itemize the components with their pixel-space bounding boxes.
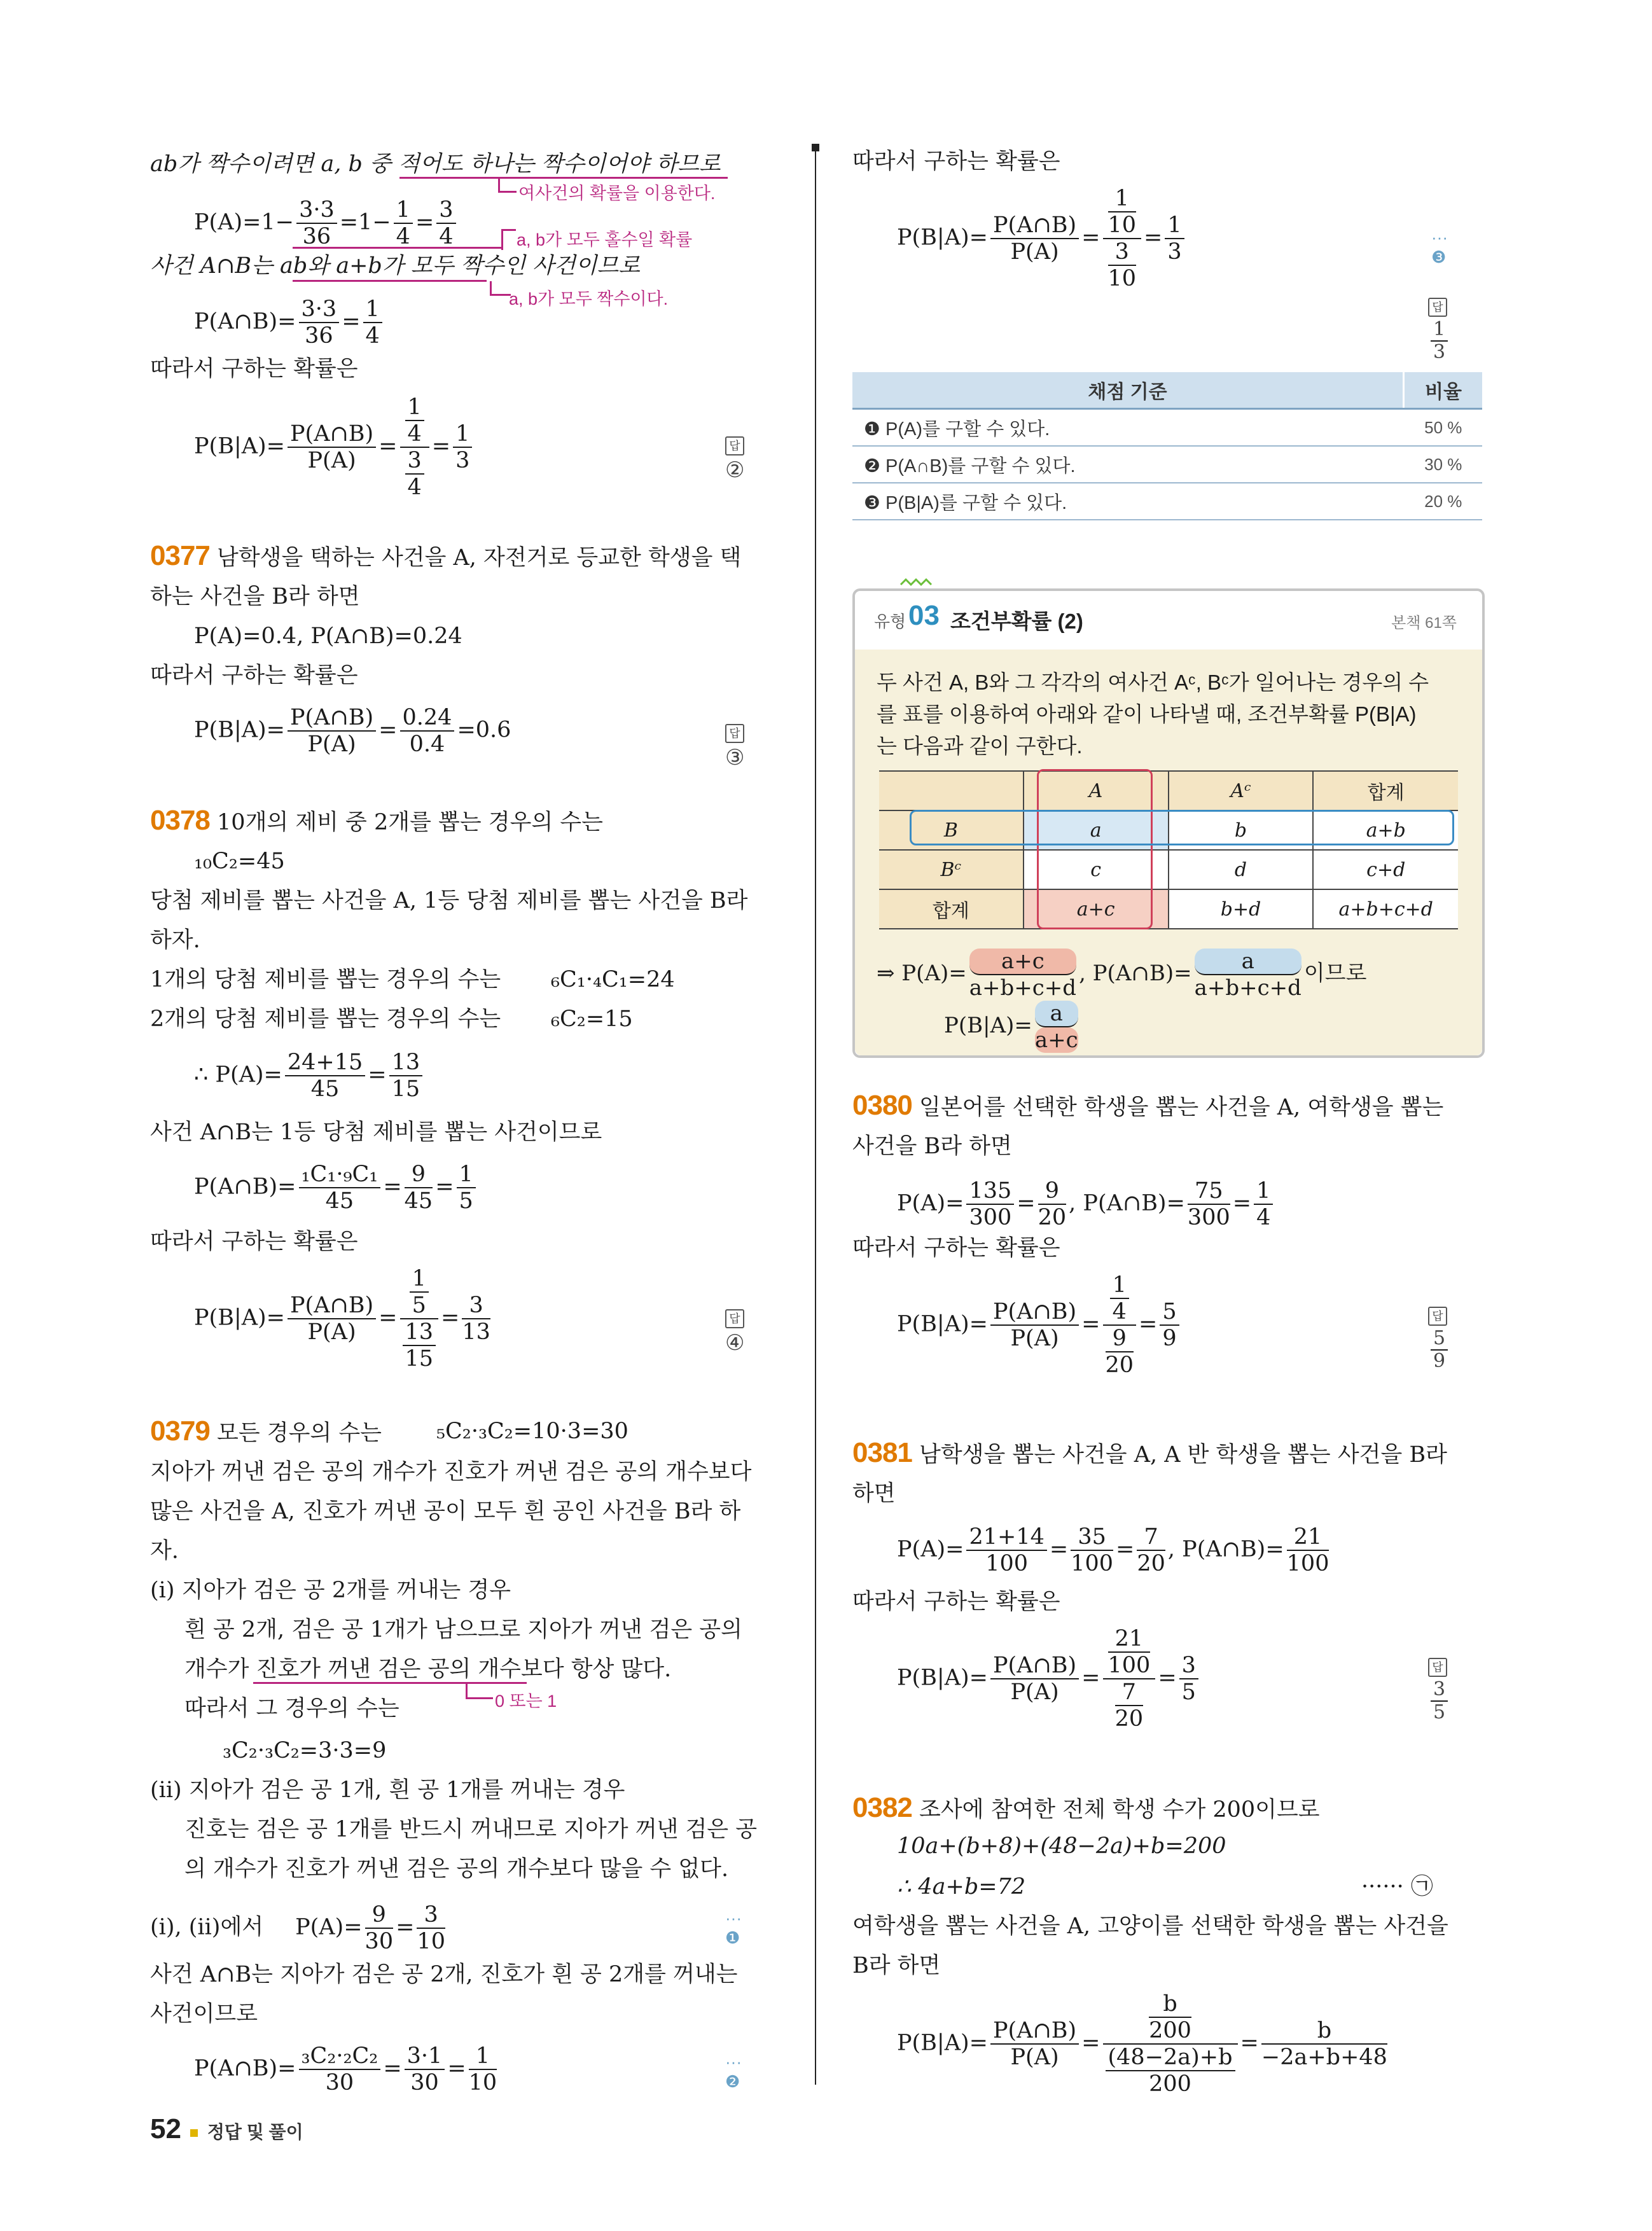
fraction: $\frac{3\cdot 1}{30}$ — [405, 2043, 445, 2095]
step-marker-1: ··· ❶ — [725, 1908, 742, 1947]
complex-fraction: $\frac{\frac{1}{10}}{\frac{3}{10}}$ — [1103, 186, 1142, 291]
line: 는 다음과 같이 구한다. — [877, 734, 1083, 758]
fraction: $\frac{3\cdot 3}{36}$ — [296, 197, 337, 249]
eq-text: = — [342, 309, 361, 335]
column-divider — [815, 148, 816, 2085]
underline — [399, 177, 728, 179]
problem-0382: 0382 조사에 참여한 전체 학생 수가 200이므로 — [852, 1792, 1320, 1823]
equation-line: P(B|A)= $\frac{P(A\cap B)}{P(A)}$ = $\frac{\frac{b}{200}}{\frac{(48-2a)+b}{200}}$ = $\frac{b}{-2a+b+48}$ — [897, 1991, 1387, 2097]
fraction: $\frac{P(A\cap B)}{P(A)}$ — [288, 421, 376, 473]
equation-line: P(A)= $\frac{135}{300}$ = $\frac{9}{20}$ , P(A∩B)= $\frac{75}{300}$ = $\frac{1}{4}$ — [897, 1178, 1275, 1230]
underline — [293, 247, 503, 249]
page-footer — [150, 2113, 303, 2145]
fraction: $\frac{P(A\cap B)}{P(A)}$ — [990, 2018, 1079, 2070]
table-row: 합계 a+c b+d a+b+c+d — [879, 889, 1458, 929]
page-number: 52 — [150, 2113, 181, 2144]
formula-line: ⇒ P(A)= $\frac{a+c}{a+b+c+d}$ , P(A∩B)= $\frac{a}{a+b+c+d}$ 이므로 — [877, 949, 1367, 1001]
underline — [293, 280, 487, 282]
eq-text: = — [431, 433, 451, 459]
concept-box — [852, 588, 1485, 1058]
fraction: $\frac{3\cdot 3}{36}$ — [299, 296, 340, 349]
equation-line: P(A)= $\frac{21+14}{100}$ = $\frac{35}{100}$ = $\frac{7}{20}$ , P(A∩B)= $\frac{21}{100}$ — [897, 1524, 1329, 1576]
answer-mark: 답 $\frac{3}{5}$ — [1428, 1654, 1454, 1723]
highlight-row — [910, 810, 1454, 845]
equation-line: P(B|A)= $\frac{P(A\cap B)}{P(A)}$ = $\frac{\frac{1}{5}}{\frac{13}{15}}$ = $\frac{3}{13}$ — [194, 1266, 490, 1372]
fraction: $\frac{P(A\cap B)}{P(A)}$ — [990, 212, 1079, 265]
line: 사건이므로 — [150, 2001, 258, 2027]
equation-line: P(B|A)= $\frac{P(A\cap B)}{P(A)}$ = $\frac{\frac{1}{10}}{\frac{3}{10}}$ = $\frac{1}{3}$ — [897, 186, 1187, 291]
fraction: $\frac{P(A\cap B)}{P(A)}$ — [990, 1653, 1079, 1705]
fraction: $\frac{1}{4}$ — [394, 197, 413, 249]
equation-line: ₁₀C₂=45 — [194, 849, 285, 874]
line: 개수가 진호가 꺼낸 검은 공의 개수보다 항상 많다. — [184, 1657, 672, 1682]
equation-line — [194, 394, 475, 500]
line: 두 사건 A, B와 그 각각의 여사건 Aᶜ, Bᶜ가 일어나는 경우의 수 — [877, 671, 1429, 694]
fraction: $\frac{1}{4}$ — [363, 296, 382, 349]
problem-0378: 0378 10개의 제비 중 2개를 뽑는 경우의 수는 — [150, 805, 603, 836]
fraction: $\frac{1}{3}$ — [453, 421, 472, 473]
concept-header — [855, 591, 1482, 648]
line: B라 하면 — [852, 1953, 941, 1978]
line: 사건 A∩B는 ab와 a+b가 모두 짝수인 사건이므로 — [150, 253, 641, 279]
table-row: A Aᶜ 합계 — [879, 771, 1458, 810]
fraction: $\frac{\text{₁C₁·₉C₁}}{45}$ — [299, 1162, 381, 1214]
fraction: $\frac{P(A\cap B)}{P(A)}$ — [288, 1293, 376, 1345]
line: 많은 사건을 A, 진호가 꺼낸 공이 모두 흰 공인 사건을 B라 하 — [150, 1499, 741, 1524]
eq-text: P(A∩B)= — [194, 309, 296, 335]
fraction: $\frac{3}{13}$ — [462, 1293, 490, 1345]
fraction: $\frac{1}{3}$ — [1165, 212, 1184, 265]
equation-line: P(A∩B)= $\frac{\text{₃C₂·₂C₂}}{30}$ = $\frac{3\cdot 1}{30}$ = $\frac{1}{10}$ — [194, 2043, 497, 2095]
grade-header-criteria: 채점 기준 — [852, 372, 1404, 409]
fraction: $\frac{3}{10}$ — [417, 1902, 445, 1954]
fraction: $\frac{1}{4}$ — [1254, 1178, 1273, 1230]
grade-header-ratio: 비율 — [1404, 372, 1483, 409]
answer-mark: 답 $\frac{1}{3}$ — [1428, 294, 1454, 363]
annotation-pointer — [466, 1683, 493, 1699]
equation-tag: ······ ㉠ — [1361, 1874, 1433, 1900]
wave-decoration — [899, 577, 938, 590]
step-marker-2: ··· ❷ — [725, 2052, 742, 2091]
line: ab가 짝수이려면 a, b 중 적어도 하나는 짝수이어야 하므로 — [150, 151, 721, 177]
annotation-pointer — [498, 178, 517, 193]
fraction: $\frac{b}{-2a+b+48}$ — [1261, 2018, 1387, 2070]
problem-number: 0382 — [852, 1792, 912, 1823]
complex-fraction: $\frac{\frac{1}{4}}{\frac{9}{20}}$ — [1103, 1272, 1137, 1378]
formula-line: P(B|A)= $\frac{a}{a+c}$ — [944, 1001, 1078, 1053]
fraction: $\frac{a}{a+c}$ — [1034, 1001, 1078, 1053]
fraction: $\frac{P(A\cap B)}{P(A)}$ — [288, 705, 376, 757]
line: 1개의 당첨 제비를 뽑는 경우의 수는 ₆C₁·₄C₁=24 — [150, 967, 675, 992]
annotation-pointer — [490, 281, 511, 296]
type-reference: 본책 61쪽 — [1391, 615, 1457, 632]
line: 여학생을 뽑는 사건을 A, 고양이를 선택한 학생을 뽑는 사건을 — [852, 1914, 1448, 1939]
equation-line: P(B|A)= $\frac{P(A\cap B)}{P(A)}$ = $\frac{\frac{21}{100}}{\frac{7}{20}}$ = $\frac{3}{5}$ — [897, 1626, 1201, 1732]
annotation: a, b가 모두 짝수이다. — [509, 289, 669, 309]
fraction: $\frac{a+c}{a+b+c+d}$ — [969, 949, 1077, 1001]
fraction: $\frac{\text{₃C₂·₂C₂}}{30}$ — [299, 2043, 381, 2095]
equation-line: 10a+(b+8)+(48−2a)+b=200 — [897, 1833, 1226, 1859]
problem-number: 0377 — [150, 540, 210, 571]
equation-line: P(B|A)= $\frac{P(A\cap B)}{P(A)}$ = $\frac{\frac{1}{4}}{\frac{9}{20}}$ = $\frac{5}{9}$ — [897, 1272, 1182, 1378]
line: 자. — [150, 1538, 179, 1564]
fraction: $\frac{9}{30}$ — [364, 1902, 394, 1954]
concept-body — [855, 650, 1482, 1055]
eq-text: = — [415, 209, 434, 235]
eq-text: =1− — [339, 209, 391, 235]
fraction: $\frac{24+15}{45}$ — [285, 1050, 365, 1102]
contingency-table — [879, 770, 1458, 929]
fraction: $\frac{13}{15}$ — [389, 1050, 423, 1102]
line: 따라서 구하는 확률은 — [150, 356, 358, 382]
fraction: $\frac{135}{300}$ — [966, 1178, 1014, 1230]
equation-line: ₃C₂·₃C₂=3·3=9 — [223, 1738, 387, 1763]
step-marker-3: ··· ❸ — [1431, 228, 1448, 267]
fraction: $\frac{5}{9}$ — [1160, 1299, 1179, 1351]
problem-0377: 0377 남학생을 택하는 사건을 A, 자전거로 등교한 학생을 택 — [150, 540, 742, 571]
complex-fraction: $\frac{\frac{1}{5}}{\frac{13}{15}}$ — [400, 1266, 439, 1372]
line: 따라서 구하는 확률은 — [852, 1235, 1060, 1261]
equation-line: P(A∩B)= $\frac{\text{₁C₁·₉C₁}}{45}$ = $\frac{9}{45}$ = $\frac{1}{5}$ — [194, 1162, 478, 1214]
footer-label: 정답 및 풀이 — [207, 2122, 303, 2142]
type-label: 유형 — [874, 612, 906, 631]
answer-mark: 답③ — [725, 720, 751, 770]
problem-number: 0378 — [150, 805, 210, 836]
answer-mark: 답 $\frac{5}{9}$ — [1428, 1303, 1454, 1372]
line: 지아가 꺼낸 검은 공의 개수가 진호가 꺼낸 검은 공의 개수보다 — [150, 1459, 752, 1485]
highlight-column — [1037, 769, 1153, 929]
annotation: 0 또는 1 — [495, 1692, 557, 1711]
fraction: $\frac{75}{300}$ — [1187, 1178, 1230, 1230]
problem-0379: 0379 모든 경우의 수는 ₅C₂·₃C₂=10·3=30 — [150, 1415, 628, 1447]
equation-line: ∴ 4a+b=72 — [897, 1874, 1026, 1900]
fraction: $\frac{P(A\cap B)}{P(A)}$ — [990, 1299, 1079, 1351]
grading-table — [852, 372, 1482, 520]
line: 따라서 구하는 확률은 — [852, 1589, 1060, 1615]
eq-text: P(B|A)= — [194, 433, 285, 459]
fraction: $\frac{3}{5}$ — [1179, 1653, 1198, 1705]
fraction: $\frac{21+14}{100}$ — [966, 1524, 1046, 1576]
annotation-pointer — [501, 229, 516, 250]
fraction: $\frac{1}{10}$ — [468, 2043, 497, 2095]
line: 당첨 제비를 뽑는 사건을 A, 1등 당첨 제비를 뽑는 사건을 B라 — [150, 888, 748, 914]
fraction: $\frac{1}{5}$ — [457, 1162, 476, 1214]
fraction: $\frac{a}{a+b+c+d}$ — [1194, 949, 1301, 1001]
line: 의 개수가 진호가 꺼낸 검은 공의 개수보다 많을 수 없다. — [184, 1856, 729, 1882]
line: (ii) 지아가 검은 공 1개, 흰 공 1개를 꺼내는 경우 — [150, 1777, 625, 1803]
table-row: ❶ P(A)를 구할 수 있다. 50 % — [852, 409, 1482, 447]
line: 하면 — [852, 1481, 896, 1506]
fraction: $\frac{35}{100}$ — [1071, 1524, 1114, 1576]
line: 흰 공 2개, 검은 공 1개가 남으므로 지아가 꺼낸 검은 공의 — [184, 1617, 742, 1643]
problem-0380: 0380 일본어를 선택한 학생을 뽑는 사건을 A, 여학생을 뽑는 — [852, 1090, 1444, 1121]
line: (i) 지아가 검은 공 2개를 꺼내는 경우 — [150, 1578, 511, 1603]
table-row: Bᶜ c d c+d — [879, 850, 1458, 889]
equation-line: ∴ P(A)= $\frac{24+15}{45}$ = $\frac{13}{15}$ — [194, 1050, 425, 1102]
line: 사건 A∩B는 지아가 검은 공 2개, 진호가 흰 공 2개를 꺼내는 — [150, 1962, 738, 1987]
problem-number: 0381 — [852, 1437, 912, 1468]
table-row: ❸ P(B|A)를 구할 수 있다. 20 % — [852, 483, 1482, 520]
problem-number: 0380 — [852, 1090, 912, 1121]
fraction: $\frac{3}{4}$ — [436, 197, 455, 249]
fraction: $\frac{9}{20}$ — [1038, 1178, 1067, 1230]
line: 따라서 그 경우의 수는 — [184, 1696, 399, 1721]
divider-cap — [812, 144, 819, 151]
line: 2개의 당첨 제비를 뽑는 경우의 수는 ₆C₂=15 — [150, 1006, 633, 1032]
line: 따라서 구하는 확률은 — [150, 663, 358, 688]
answer-mark: 답② — [725, 433, 751, 483]
line: 를 표를 이용하여 아래와 같이 나타낼 때, 조건부확률 P(B|A) — [877, 702, 1417, 726]
table-row: ❷ P(A∩B)를 구할 수 있다. 30 % — [852, 446, 1482, 483]
line: 따라서 구하는 확률은 — [150, 1229, 358, 1255]
footer-bullet — [190, 2129, 198, 2137]
equation-line — [194, 197, 459, 249]
eq-text: = — [378, 433, 398, 459]
complex-fraction: $\frac{\frac{b}{200}}{\frac{(48-2a)+b}{200}}$ — [1103, 1991, 1238, 2097]
equation-line — [194, 296, 385, 349]
type-title: 조건부확률 (2) — [950, 609, 1083, 633]
equation-line: P(B|A)= $\frac{P(A\cap B)}{P(A)}$ = $\frac{0.24}{0.4}$ =0.6 — [194, 705, 511, 757]
annotation: a, b가 모두 홀수일 확률 — [517, 230, 693, 249]
line: 사건 A∩B는 1등 당첨 제비를 뽑는 사건이므로 — [150, 1120, 602, 1145]
line: 하는 사건을 B라 하면 — [150, 584, 360, 609]
eq-text: P(A)=1− — [194, 209, 295, 235]
equation-line: (i), (ii)에서 P(A)= $\frac{9}{30}$ = $\frac{3}{10}$ — [150, 1902, 445, 1954]
fraction: $\frac{9}{45}$ — [404, 1162, 433, 1214]
fraction: $\frac{0.24}{0.4}$ — [400, 705, 455, 757]
problem-0381: 0381 남학생을 뽑는 사건을 A, A 반 학생을 뽑는 사건을 B라 — [852, 1437, 1447, 1468]
answer-mark: 답④ — [725, 1305, 751, 1356]
line: 하자. — [150, 928, 200, 953]
equation-line: P(A)=0.4, P(A∩B)=0.24 — [194, 623, 462, 649]
type-number: 03 — [908, 600, 940, 631]
line: 사건을 B라 하면 — [852, 1134, 1012, 1159]
fraction: $\frac{21}{100}$ — [1286, 1524, 1329, 1576]
table-row: B a b a+b — [879, 810, 1458, 850]
complex-fraction: $\frac{\frac{1}{4}}{\frac{3}{4}}$ — [400, 394, 429, 500]
line: 따라서 구하는 확률은 — [852, 149, 1060, 174]
line: 진호는 검은 공 1개를 반드시 꺼내므로 지아가 꺼낸 검은 공 — [184, 1817, 758, 1842]
annotation: 여사건의 확률을 이용한다. — [518, 184, 716, 203]
complex-fraction: $\frac{\frac{21}{100}}{\frac{7}{20}}$ — [1103, 1626, 1156, 1732]
fraction: $\frac{7}{20}$ — [1137, 1524, 1165, 1576]
problem-number: 0379 — [150, 1415, 210, 1447]
